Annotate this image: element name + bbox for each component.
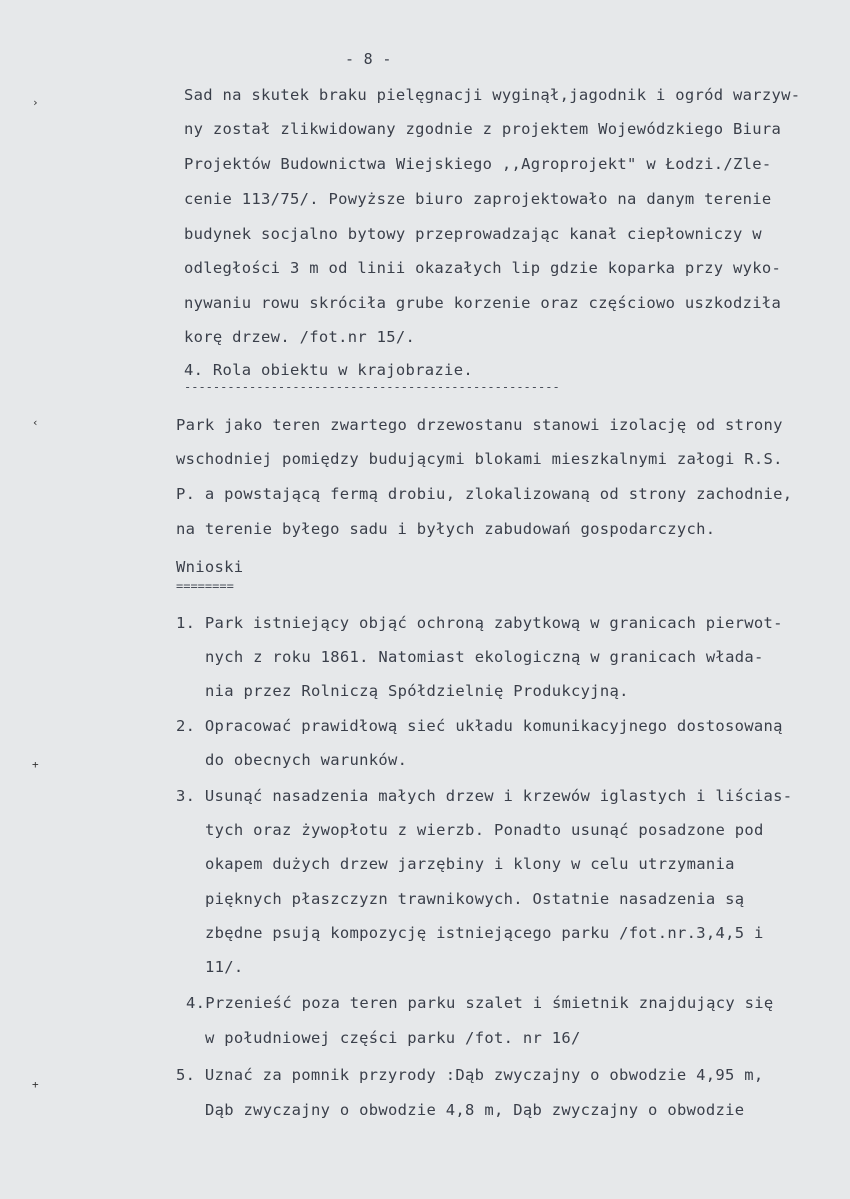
text-line: Projektów Budownictwa Wiejskiego ,,Agroprojekt" w Łodzi./Zle-: [184, 155, 772, 173]
text-line: Sad na skutek braku pielęgnacji wyginął,jagodnik i ogród warzyw-: [184, 86, 801, 104]
conclusions-heading: Wnioski: [176, 558, 244, 576]
text-line: korę drzew. /fot.nr 15/.: [184, 328, 416, 346]
text-line: cenie 113/75/. Powyższe biuro zaprojektowało na danym terenie: [184, 190, 772, 208]
margin-mark: ‹: [32, 416, 39, 429]
text-line: nych z roku 1861. Natomiast ekologiczną w granicach włada-: [205, 648, 764, 666]
text-line: w południowej części parku /fot. nr 16/: [205, 1029, 581, 1047]
heading-underline: ========: [176, 579, 234, 593]
text-line: odległości 3 m od linii okazałych lip gdzie koparka przy wyko-: [184, 259, 782, 277]
text-line: ny został zlikwidowany zgodnie z projektem Wojewódzkiego Biura: [184, 120, 782, 138]
heading-underline: ----------------------------------------------------: [184, 380, 560, 394]
text-line: 11/.: [205, 958, 244, 976]
text-line: tych oraz żywopłotu z wierzb. Ponadto usunąć posadzone pod: [205, 821, 764, 839]
text-line: nywaniu rowu skróciła grube korzenie oraz częściowo uszkodziła: [184, 294, 782, 312]
text-line: nia przez Rolniczą Spółdzielnię Produkcyjną.: [205, 682, 629, 700]
section-heading: 4. Rola obiektu w krajobrazie.: [184, 361, 473, 379]
text-line: do obecnych warunków.: [205, 751, 408, 769]
text-line: 1. Park istniejący objąć ochroną zabytkową w granicach pierwot-: [176, 614, 783, 632]
text-line: 4.Przenieść poza teren parku szalet i śmietnik znajdujący się: [186, 994, 774, 1012]
text-line: budynek socjalno bytowy przeprowadzając kanał ciepłowniczy w: [184, 225, 762, 243]
text-line: pięknych płaszczyzn trawnikowych. Ostatnie nasadzenia są: [205, 890, 745, 908]
page-number: - 8 -: [345, 50, 392, 68]
text-line: 2. Opracować prawidłową sieć układu komunikacyjnego dostosowaną: [176, 717, 783, 735]
text-line: Dąb zwyczajny o obwodzie 4,8 m, Dąb zwyczajny o obwodzie: [205, 1101, 745, 1119]
text-line: 3. Usunąć nasadzenia małych drzew i krzewów iglastych i liścias-: [176, 787, 793, 805]
text-line: okapem dużych drzew jarzębiny i klony w celu utrzymania: [205, 855, 735, 873]
text-line: 5. Uznać za pomnik przyrody :Dąb zwyczajny o obwodzie 4,95 m,: [176, 1066, 764, 1084]
margin-mark: +: [32, 1078, 39, 1091]
margin-mark: ›: [32, 96, 39, 109]
text-line: Park jako teren zwartego drzewostanu stanowi izolację od strony: [176, 416, 783, 434]
text-line: zbędne psują kompozycję istniejącego parku /fot.nr.3,4,5 i: [205, 924, 764, 942]
text-line: P. a powstającą fermą drobiu, zlokalizowaną od strony zachodnie,: [176, 485, 793, 503]
margin-mark: +: [32, 758, 39, 771]
text-line: wschodniej pomiędzy budującymi blokami mieszkalnymi załogi R.S.: [176, 450, 783, 468]
text-line: na terenie byłego sadu i byłych zabudowań gospodarczych.: [176, 520, 716, 538]
